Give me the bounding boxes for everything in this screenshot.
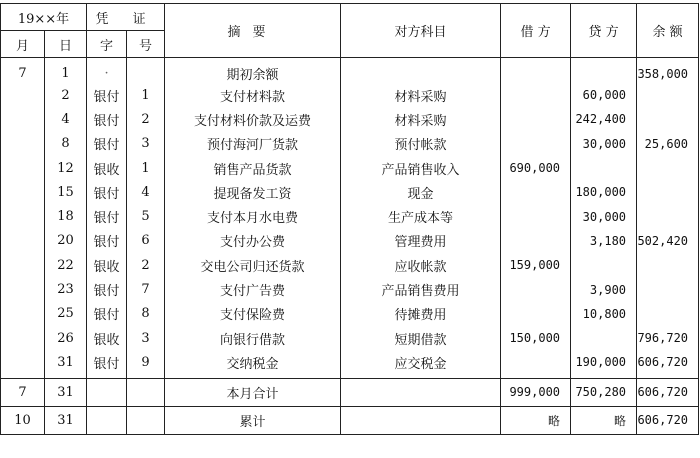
cell-debit: [501, 180, 571, 204]
total-summary: 本月合计: [165, 378, 341, 406]
cell-account: 现金: [341, 180, 501, 204]
cell-month: [1, 253, 45, 277]
table-row: [1, 229, 699, 253]
cell-summary: 提现备发工资: [165, 180, 341, 204]
cell-month: [1, 350, 45, 378]
cell-month: [1, 83, 45, 107]
cell-hao: 2: [127, 253, 165, 277]
cell-day: 12: [45, 156, 87, 180]
cell-summary: 交纳税金: [165, 350, 341, 378]
cell-balance: 358,000: [637, 58, 699, 84]
cell-hao: 3: [127, 132, 165, 156]
cell-zi: 银付: [87, 107, 127, 131]
cell-credit: [571, 156, 637, 180]
total-debit: 999,000: [501, 378, 571, 406]
cell-day: 8: [45, 132, 87, 156]
total-zi: [87, 378, 127, 406]
cell-account: 预付帐款: [341, 132, 501, 156]
cell-account: 应交税金: [341, 350, 501, 378]
cum-debit: 略: [501, 406, 571, 434]
cell-summary: 销售产品货款: [165, 156, 341, 180]
cell-account: 待摊费用: [341, 302, 501, 326]
cell-month: [1, 107, 45, 131]
table-row: [1, 204, 699, 228]
cell-summary: 支付保险费: [165, 302, 341, 326]
cell-day: 1: [45, 58, 87, 84]
cell-balance: 796,720: [637, 326, 699, 350]
ledger-body: [1, 58, 699, 379]
cell-summary: 交电公司归还货款: [165, 253, 341, 277]
cell-month: [1, 277, 45, 301]
cell-credit: 30,000: [571, 132, 637, 156]
header-balance: 余 额: [637, 4, 699, 58]
cell-summary: 支付广告费: [165, 277, 341, 301]
cell-credit: 60,000: [571, 83, 637, 107]
cell-debit: [501, 83, 571, 107]
cell-day: 18: [45, 204, 87, 228]
cell-account: [341, 58, 501, 84]
cell-summary: 支付材料款: [165, 83, 341, 107]
cum-credit: 略: [571, 406, 637, 434]
cell-balance: [637, 253, 699, 277]
cell-summary: 预付海河厂货款: [165, 132, 341, 156]
cell-summary: 向银行借款: [165, 326, 341, 350]
cell-account: 生产成本等: [341, 204, 501, 228]
cell-summary: 期初余额: [165, 58, 341, 84]
cell-zi: 银收: [87, 253, 127, 277]
cell-month: [1, 180, 45, 204]
cell-debit: [501, 58, 571, 84]
total-balance: 606,720: [637, 378, 699, 406]
header-zi: 字: [87, 31, 127, 58]
cell-day: 26: [45, 326, 87, 350]
cell-month: [1, 326, 45, 350]
header-row-1: [1, 4, 699, 31]
total-day: 31: [45, 378, 87, 406]
cell-credit: [571, 58, 637, 84]
cell-hao: 1: [127, 83, 165, 107]
cell-account: 短期借款: [341, 326, 501, 350]
header-year: 19××年: [1, 4, 87, 31]
cell-account: 材料采购: [341, 83, 501, 107]
cell-zi: 银付: [87, 132, 127, 156]
cell-debit: [501, 229, 571, 253]
table-row: [1, 253, 699, 277]
cell-balance: [637, 107, 699, 131]
cell-hao: 3: [127, 326, 165, 350]
cell-credit: 190,000: [571, 350, 637, 378]
table-row: [1, 107, 699, 131]
cell-summary: 支付办公费: [165, 229, 341, 253]
cell-credit: 242,400: [571, 107, 637, 131]
cell-day: 4: [45, 107, 87, 131]
cell-credit: 3,900: [571, 277, 637, 301]
table-row: [1, 83, 699, 107]
cell-hao: [127, 58, 165, 84]
cum-account: [341, 406, 501, 434]
cell-balance: [637, 156, 699, 180]
cum-zi: [87, 406, 127, 434]
cell-credit: 30,000: [571, 204, 637, 228]
cell-balance: 502,420: [637, 229, 699, 253]
cell-zi: 银付: [87, 350, 127, 378]
table-row: [1, 277, 699, 301]
cell-zi: 银收: [87, 156, 127, 180]
cell-debit: [501, 204, 571, 228]
total-hao: [127, 378, 165, 406]
table-row: [1, 180, 699, 204]
cell-hao: 2: [127, 107, 165, 131]
total-month: 7: [1, 378, 45, 406]
header-month: 月: [1, 31, 45, 58]
cell-month: [1, 156, 45, 180]
cell-debit: 690,000: [501, 156, 571, 180]
cell-day: 15: [45, 180, 87, 204]
cell-zi: 银付: [87, 180, 127, 204]
cum-summary: 累计: [165, 406, 341, 434]
cell-month: [1, 229, 45, 253]
cell-credit: 3,180: [571, 229, 637, 253]
cell-zi: 银付: [87, 204, 127, 228]
cell-account: 产品销售费用: [341, 277, 501, 301]
cell-day: 22: [45, 253, 87, 277]
cum-balance: 606,720: [637, 406, 699, 434]
total-credit: 750,280: [571, 378, 637, 406]
cell-account: 材料采购: [341, 107, 501, 131]
cell-balance: [637, 277, 699, 301]
cell-hao: 7: [127, 277, 165, 301]
cell-debit: [501, 302, 571, 326]
cum-hao: [127, 406, 165, 434]
cell-zi: 银付: [87, 83, 127, 107]
cell-zi: 银收: [87, 326, 127, 350]
cum-day: 31: [45, 406, 87, 434]
table-row: [1, 350, 699, 378]
cell-day: 25: [45, 302, 87, 326]
table-row: [1, 156, 699, 180]
cell-day: 31: [45, 350, 87, 378]
cell-credit: 180,000: [571, 180, 637, 204]
cell-day: 20: [45, 229, 87, 253]
cell-balance: [637, 204, 699, 228]
month-total-row: [1, 378, 699, 406]
cell-account: 管理费用: [341, 229, 501, 253]
cell-balance: [637, 302, 699, 326]
cell-credit: [571, 326, 637, 350]
cell-zi: 银付: [87, 229, 127, 253]
table-row: [1, 302, 699, 326]
header-summary: 摘要: [165, 4, 341, 58]
cum-month: 10: [1, 406, 45, 434]
cell-balance: [637, 180, 699, 204]
cumulative-row: [1, 406, 699, 434]
cell-hao: 1: [127, 156, 165, 180]
cell-day: 23: [45, 277, 87, 301]
cell-day: 2: [45, 83, 87, 107]
cell-hao: 6: [127, 229, 165, 253]
cell-account: 产品销售收入: [341, 156, 501, 180]
cell-debit: 150,000: [501, 326, 571, 350]
cell-hao: 5: [127, 204, 165, 228]
header-credit: 贷 方: [571, 4, 637, 58]
cell-debit: 159,000: [501, 253, 571, 277]
header-voucher: 凭 证: [87, 4, 165, 31]
cell-month: [1, 302, 45, 326]
cell-hao: 9: [127, 350, 165, 378]
table-row: [1, 132, 699, 156]
total-account: [341, 378, 501, 406]
cell-credit: 10,800: [571, 302, 637, 326]
table-row: [1, 58, 699, 84]
cell-account: 应收帐款: [341, 253, 501, 277]
cell-month: [1, 204, 45, 228]
header-day: 日: [45, 31, 87, 58]
cell-summary: 支付本月水电费: [165, 204, 341, 228]
cell-month: [1, 132, 45, 156]
cell-balance: 606,720: [637, 350, 699, 378]
bank-journal-table: [0, 3, 699, 435]
cell-summary: 支付材料价款及运费: [165, 107, 341, 131]
cell-credit: [571, 253, 637, 277]
cell-zi: ·: [87, 58, 127, 84]
cell-balance: 25,600: [637, 132, 699, 156]
cell-hao: 8: [127, 302, 165, 326]
cell-debit: [501, 350, 571, 378]
header-account: 对方科目: [341, 4, 501, 58]
cell-balance: [637, 83, 699, 107]
header-hao: 号: [127, 31, 165, 58]
cell-debit: [501, 132, 571, 156]
cell-debit: [501, 107, 571, 131]
cell-debit: [501, 277, 571, 301]
table-row: [1, 326, 699, 350]
header-debit: 借 方: [501, 4, 571, 58]
cell-hao: 4: [127, 180, 165, 204]
cell-zi: 银付: [87, 302, 127, 326]
cell-month: 7: [1, 58, 45, 84]
cell-zi: 银付: [87, 277, 127, 301]
